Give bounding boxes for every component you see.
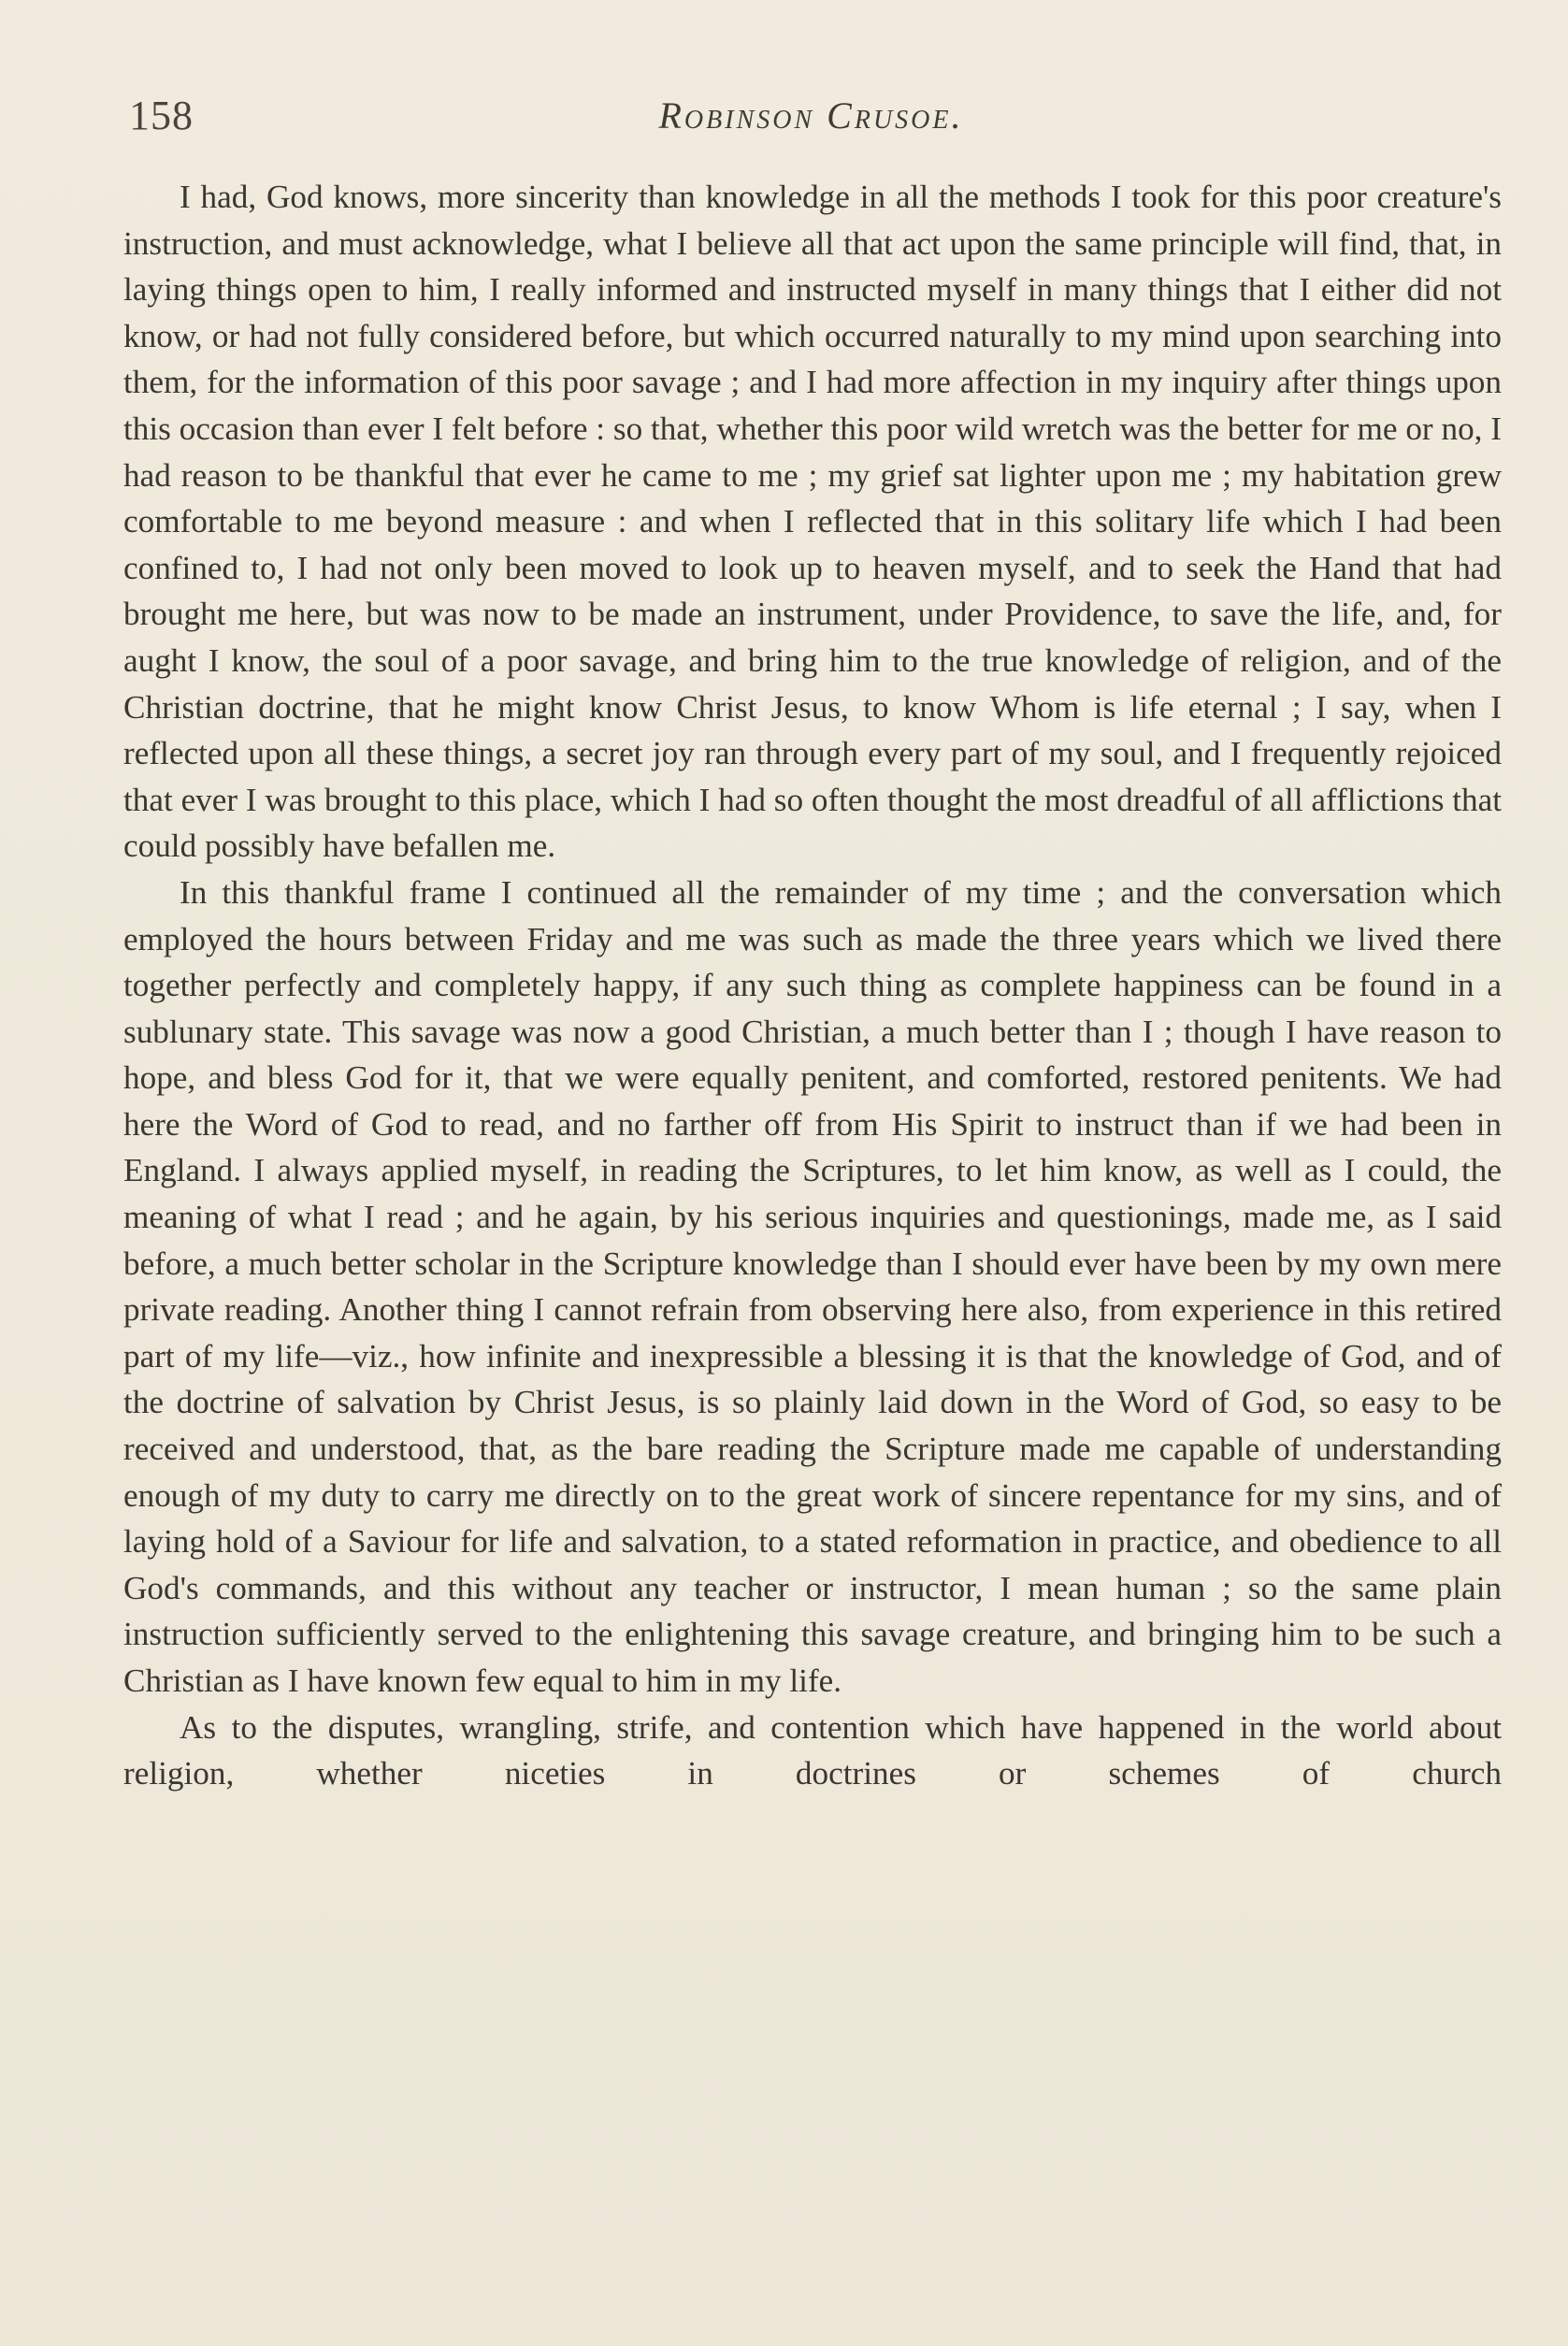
page-header <box>122 92 1501 148</box>
paragraph-2: In this thankful frame I continued all the remainder of my time ; and the conversation which employed the hours between Friday and me was such as made the three years which we lived there together perfectly and completely happy, if any such thing as complete happiness can be found in a sublunary state. This savage was now a good Christian, a much better than I ; though I have reason to hope, and bless God for it, that we were equally penitent, and comforted, restored penitents. We had here the Word of God to read, and no farther off from His Spirit to instruct than if we had been in England. I always applied myself, in reading the Scriptures, to let him know, as well as I could, the meaning of what I read ; and he again, by his serious inquiries and questionings, made me, as I said before, a much better scholar in the Scripture knowledge than I should ever have been by my own mere private reading. Another thing I cannot refrain from observing here also, from experience in this retired part of my life—viz., how infinite and inexpressible a blessing it is that the knowledge of God, and of the doctrine of salvation by Christ Jesus, is so plainly laid down in the Word of God, so easy to be received and understood, that, as the bare reading the Scripture made me capable of understanding enough of my duty to carry me directly on to the great work of sincere repentance for my sins, and of laying hold of a Saviour for life and salvation, to a stated reformation in practice, and obedience to all God's commands, and this without any teacher or instructor, I mean human ; so the same plain instruction sufficiently served to the enlightening this savage creature, and bringing him to be such a Christian as I have known few equal to him in my life. <box>123 873 1502 1699</box>
body-text <box>123 174 1502 1797</box>
paragraph-1: I had, God knows, more sincerity than knowledge in all the methods I took for this poor creature's instruction, and must acknowledge, what I believe all that act upon the same principle will find, that, in laying things open to him, I really informed and instructed myself in many things that I either did not know, or had not fully considered before, but which occurred naturally to my mind upon searching into them, for the information of this poor savage ; and I had more affection in my inquiry after things upon this occasion than ever I felt before : so that, whether this poor wild wretch was the better for me or no, I had reason to be thankful that ever he came to me ; my grief sat lighter upon me ; my habitation grew comfortable to me beyond measure : and when I reflected that in this solitary life which I had been confined to, I had not only been moved to look up to heaven myself, and to seek the Hand that had brought me here, but was now to be made an instrument, under Providence, to save the life, and, for aught I know, the soul of a poor savage, and bring him to the true knowledge of religion, and of the Christian doctrine, that he might know Christ Jesus, to know Whom is life eternal ; I say, when I reflected upon all these things, a secret joy ran through every part of my soul, and I frequently rejoiced that ever I was brought to this place, which I had so often thought the most dreadful of all afflictions that could possibly have befallen me. <box>123 179 1502 865</box>
paragraph-3: As to the disputes, wrangling, strife, and contention which have happened in the world about religion, whether niceties in doctrines or schemes of church <box>123 1708 1502 1792</box>
page-number: 158 <box>129 93 194 138</box>
running-title: Robinson Crusoe. <box>658 94 964 137</box>
